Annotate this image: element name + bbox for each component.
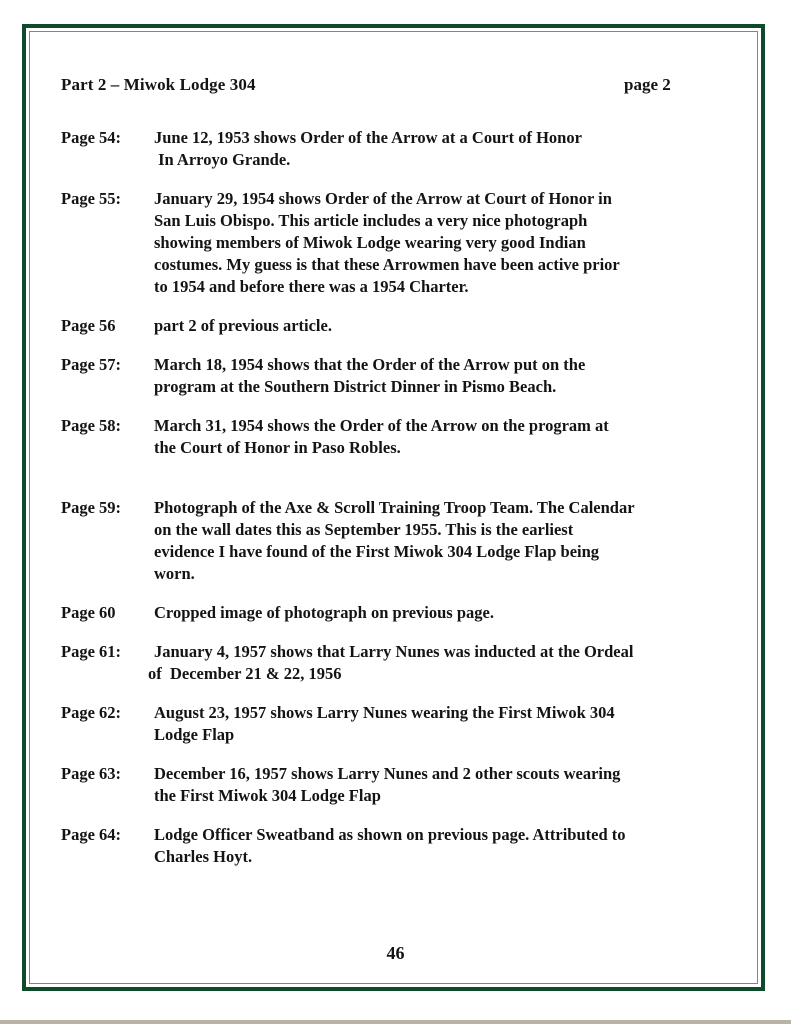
entry-page-label: Page 55: bbox=[61, 189, 122, 208]
list-item bbox=[61, 188, 741, 298]
document-title: Part 2 – Miwok Lodge 304 bbox=[61, 75, 256, 94]
entry-page-label: Page 54: bbox=[61, 128, 122, 147]
list-item bbox=[61, 824, 741, 868]
page-number: 46 bbox=[386, 943, 405, 963]
entry-description: March 18, 1954 shows that the Order of the Arrow put on the program at the Southern District Dinner in Pismo Beach. bbox=[154, 355, 586, 396]
list-item bbox=[61, 354, 741, 398]
page-index-list bbox=[61, 127, 741, 885]
entry-page-label: Page 60 bbox=[61, 603, 116, 622]
entry-page-label: Page 58: bbox=[61, 416, 122, 435]
entry-description: part 2 of previous article. bbox=[154, 316, 332, 335]
section-page-label: page 2 bbox=[624, 75, 671, 94]
list-item bbox=[61, 641, 741, 685]
list-item bbox=[61, 763, 741, 807]
entry-description: January 29, 1954 shows Order of the Arrow at Court of Honor in San Luis Obispo. This article includes a very nice photograph showing members of Miwok Lodge wearing very good Indian costumes. My guess is that these Arrowmen have been active prior to 1954 and before there was a 1954 Charter. bbox=[154, 189, 620, 296]
entry-page-label: Page 64: bbox=[61, 825, 122, 844]
entry-page-label: Page 59: bbox=[61, 498, 122, 517]
list-item bbox=[61, 702, 741, 746]
entry-description: December 16, 1957 shows Larry Nunes and 2 other scouts wearing the First Miwok 304 Lodge Flap bbox=[154, 764, 621, 805]
entry-description: Photograph of the Axe & Scroll Training Troop Team. The Calendar on the wall dates this as September 1955. This is the earliest evidence I have found of the First Miwok 304 Lodge Flap being worn. bbox=[154, 498, 635, 583]
entry-description: January 4, 1957 shows that Larry Nunes was inducted at the Ordeal of December 21 & 22, 1956 bbox=[148, 642, 634, 683]
entry-description: Cropped image of photograph on previous page. bbox=[154, 603, 494, 622]
list-item bbox=[61, 602, 741, 624]
list-item bbox=[61, 415, 741, 459]
entry-description: March 31, 1954 shows the Order of the Arrow on the program at the Court of Honor in Paso Robles. bbox=[154, 416, 609, 457]
entry-description: June 12, 1953 shows Order of the Arrow at a Court of Honor In Arroyo Grande. bbox=[154, 128, 582, 169]
list-item bbox=[61, 497, 741, 585]
list-item bbox=[61, 315, 741, 337]
entry-page-label: Page 63: bbox=[61, 764, 122, 783]
entry-description: August 23, 1957 shows Larry Nunes wearing the First Miwok 304 Lodge Flap bbox=[154, 703, 615, 744]
entry-page-label: Page 56 bbox=[61, 316, 116, 335]
entry-page-label: Page 57: bbox=[61, 355, 122, 374]
entry-page-label: Page 61: bbox=[61, 642, 122, 661]
entry-page-label: Page 62: bbox=[61, 703, 122, 722]
scan-edge bbox=[0, 1020, 791, 1024]
entry-description: Lodge Officer Sweatband as shown on previous page. Attributed to Charles Hoyt. bbox=[154, 825, 626, 866]
list-item bbox=[61, 127, 741, 171]
